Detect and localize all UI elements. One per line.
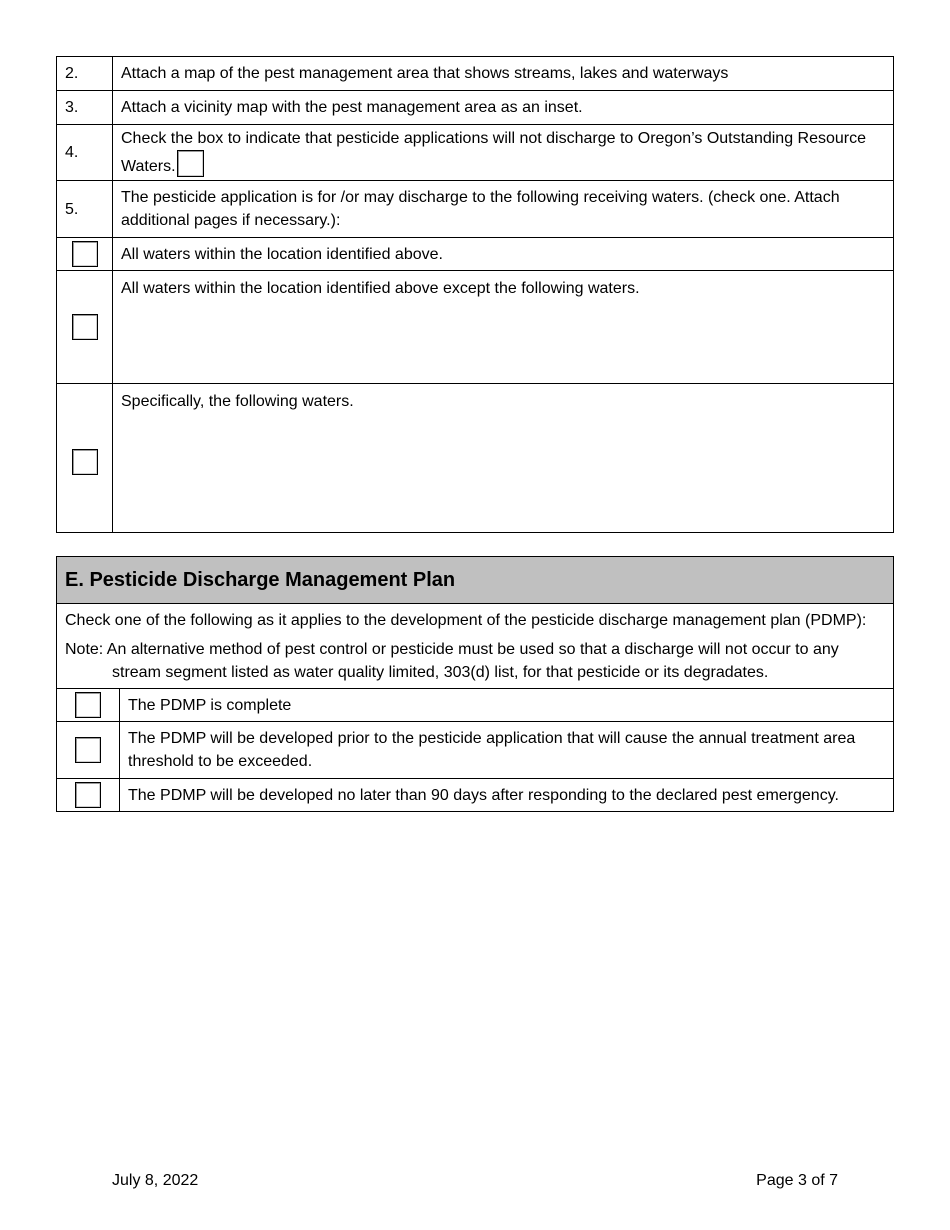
pdmp-intro-text: Check one of the following as it applies to the development of the pesticide discharge management plan (PDMP): (65, 612, 867, 629)
pdmp-prior-checkbox[interactable] (75, 737, 101, 763)
row-number: 4. (57, 125, 113, 181)
outstanding-waters-label: Check the box to indicate that pesticide applications will not discharge to Oregon’s Outstanding Resource Waters. (121, 130, 867, 175)
pdmp-90-days-label: The PDMP will be developed no later than 90 days after responding to the declared pest emergency. (120, 779, 894, 812)
footer-page-number: Page 3 of 7 (756, 1172, 838, 1189)
receiving-waters-instruction: The pesticide application is for /or may discharge to the following receiving waters. (check one. Attach additional pages if necessary.): (113, 181, 894, 238)
pdmp-note: Note: An alternative method of pest control or pesticide must be used so that a discharge will not occur to any stream segment listed as water quality limited, 303(d) list, for that pesticide or its degradates. (65, 641, 839, 681)
section-title: E. Pesticide Discharge Management Plan (65, 568, 456, 591)
pdmp-table (56, 556, 894, 812)
checkbox-cell (57, 384, 113, 533)
checkbox-cell (57, 271, 113, 384)
receiving-waters-table (56, 56, 894, 533)
checkbox-cell (57, 722, 120, 779)
row-number: 5. (57, 181, 113, 238)
all-waters-except-checkbox[interactable] (72, 314, 98, 340)
checkbox-cell (57, 689, 120, 722)
attach-map-instruction: Attach a map of the pest management area that shows streams, lakes and waterways (113, 57, 894, 91)
specific-waters-checkbox[interactable] (72, 449, 98, 475)
row-number: 2. (57, 57, 113, 91)
all-waters-label: All waters within the location identified above. (113, 238, 894, 271)
row-number: 3. (57, 91, 113, 125)
section-header (57, 557, 894, 604)
outstanding-waters-checkbox[interactable] (177, 150, 204, 177)
pdmp-90-days-checkbox[interactable] (75, 782, 101, 808)
pdmp-complete-label: The PDMP is complete (120, 689, 894, 722)
all-waters-except-label: All waters within the location identified above except the following waters. (113, 271, 894, 384)
vicinity-map-instruction: Attach a vicinity map with the pest management area as an inset. (113, 91, 894, 125)
pdmp-complete-checkbox[interactable] (75, 692, 101, 718)
checkbox-cell (57, 238, 113, 271)
pdmp-prior-label: The PDMP will be developed prior to the pesticide application that will cause the annual treatment area threshold to be exceeded. (120, 722, 894, 779)
pdmp-intro (57, 604, 894, 689)
checkbox-cell (57, 779, 120, 812)
footer-date: July 8, 2022 (112, 1172, 199, 1189)
specific-waters-label: Specifically, the following waters. (113, 384, 894, 533)
outstanding-waters-instruction (113, 125, 894, 181)
all-waters-checkbox[interactable] (72, 241, 98, 267)
